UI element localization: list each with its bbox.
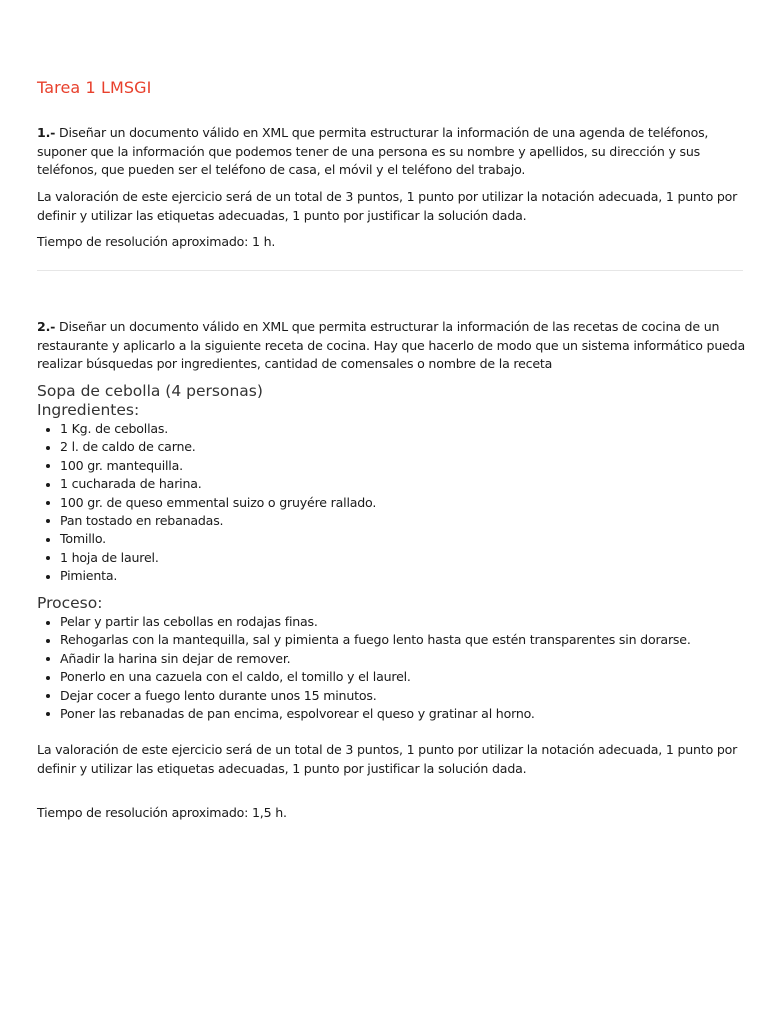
list-item: 1 cucharada de harina. (37, 475, 376, 493)
exercise1-grading: La valoración de este ejercicio será de un total de 3 puntos, 1 punto por utilizar la notación adecuada, 1 punto por definir y utilizar las etiquetas adecuadas, 1 punto por justificar la solución dada. (37, 189, 738, 223)
exercise2-number: 2.- (37, 319, 56, 334)
exercise2-statement (37, 318, 745, 374)
list-item: Pelar y partir las cebollas en rodajas finas. (37, 613, 691, 631)
exercise1-time: Tiempo de resolución aproximado: 1 h. (37, 234, 276, 249)
process-list (37, 613, 691, 723)
list-item: Pan tostado en rebanadas. (37, 512, 376, 530)
list-item: Tomillo. (37, 530, 376, 548)
exercise2-time: Tiempo de resolución aproximado: 1,5 h. (37, 805, 287, 820)
list-item: 2 l. de caldo de carne. (37, 438, 376, 456)
list-item: 1 hoja de laurel. (37, 549, 376, 567)
list-item: Ponerlo en una cazuela con el caldo, el tomillo y el laurel. (37, 668, 691, 686)
exercise2-grading: La valoración de este ejercicio será de un total de 3 puntos, 1 punto por utilizar la notación adecuada, 1 punto por definir y utilizar las etiquetas adecuadas, 1 punto por justificar la solución dada. (37, 742, 738, 776)
list-item: 1 Kg. de cebollas. (37, 420, 376, 438)
list-item: 100 gr. de queso emmental suizo o gruyére rallado. (37, 494, 376, 512)
exercise1-statement (37, 124, 745, 180)
exercise1-number: 1.- (37, 125, 56, 140)
list-item: Rehogarlas con la mantequilla, sal y pimienta a fuego lento hasta que estén transparentes sin dorarse. (37, 631, 691, 649)
recipe-title: Sopa de cebolla (4 personas) (37, 382, 263, 400)
exercise2-text: Diseñar un documento válido en XML que permita estructurar la información de las recetas de cocina de un restaurante y aplicarlo a la siguiente receta de cocina. Hay que hacerlo de modo que un sistema informático pueda realizar búsquedas por ingredientes, cantidad de comensales o nombre de la receta (37, 319, 745, 371)
ingredients-heading: Ingredientes: (37, 401, 140, 419)
list-item: Poner las rebanadas de pan encima, espolvorear el queso y gratinar al horno. (37, 705, 691, 723)
process-heading: Proceso: (37, 594, 103, 612)
list-item: Dejar cocer a fuego lento durante unos 15 minutos. (37, 687, 691, 705)
list-item: Añadir la harina sin dejar de remover. (37, 650, 691, 668)
page-title: Tarea 1 LMSGI (37, 78, 152, 97)
exercise1-text: Diseñar un documento válido en XML que permita estructurar la información de una agenda de teléfonos, suponer que la información que podemos tener de una persona es su nombre y apellidos, su dirección y sus teléfonos, que pueden ser el teléfono de casa, el móvil y el teléfono del trabajo. (37, 125, 709, 177)
ingredients-list (37, 420, 376, 586)
section-divider (37, 270, 743, 271)
list-item: 100 gr. mantequilla. (37, 457, 376, 475)
list-item: Pimienta. (37, 567, 376, 585)
